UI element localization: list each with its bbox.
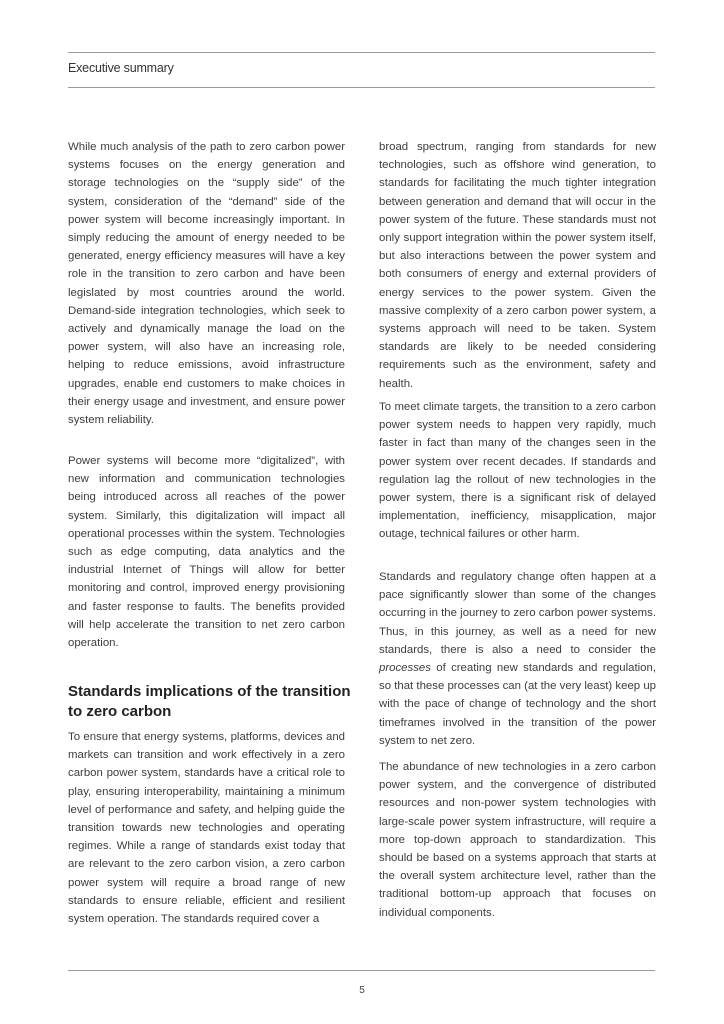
footer-rule — [68, 970, 655, 971]
right-paragraph-1: broad spectrum, ranging from standards for new technologies, such as offshore wind generation, to standards for facilitating the much tighter integration between generation and demand that will occur in the power system of the future. These standards must not only support integration within the power system itself, but also interactions between the power system and both consumers of energy and external providers of energy services to the power system. Given the massive complexity of a zero carbon power system, a systems approach will need to be taken. System standards are likely to be needed considering requirements such as the environment, safety and health. — [379, 141, 656, 390]
running-header: Executive summary — [68, 61, 174, 75]
right-paragraph-3 — [379, 568, 656, 750]
paragraph-text: of creating new standards and regulation, so that these processes can (at the very least) keep up with the pace of change of technology and the short timeframes involved in the transition of the power system to net zero. — [379, 662, 656, 747]
page-number: 5 — [359, 985, 365, 996]
paragraph-text: Standards and regulatory change often happen at a pace significantly slower than some of the changes occurring in the journey to zero carbon power systems. Thus, in this journey, as well as a need for new standards, there is also a need to consider the — [379, 571, 656, 656]
left-paragraph-2: Power systems will become more “digitalized”, with new information and communication technologies being introduced across all reaches of the power system. Similarly, this digitalization will impact all operational processes within the system. Technologies such as edge computing, data analytics and the industrial Internet of Things will allow for better monitoring and control, improved energy provisioning and faster response to faults. The benefits provided will help accelerate the transition to net zero carbon operation. — [68, 455, 345, 650]
header-top-rule — [68, 52, 655, 53]
section-heading: Standards implications of the transition to zero carbon — [68, 683, 351, 720]
left-paragraph-3: To ensure that energy systems, platforms, devices and markets can transition and work effectively in a zero carbon power system, standards have a critical role to play, ensuring interoperability, maintaining a minimum level of performance and safety, and helping guide the transition towards new technologies and operating regimes. While a range of standards exist today that are relevant to the zero carbon vision, a zero carbon power system will require a broad range of new standards to ensure reliable, efficient and resilient system operation. The standards required cover a — [68, 731, 345, 926]
header-bottom-rule — [68, 87, 655, 88]
right-paragraph-4: The abundance of new technologies in a zero carbon power system, and the convergence of distributed resources and non-power system technologies with large-scale power system infrastructure, will require a more top-down approach to standardization. This should be based on a systems approach that starts at the overall system architecture level, rather than the traditional bottom-up approach that focuses on individual components. — [379, 761, 656, 919]
emphasized-text: processes — [379, 662, 431, 675]
left-paragraph-1: While much analysis of the path to zero carbon power systems focuses on the energy generation and storage technologies on the “supply side” of the system, consideration of the “demand” side of the power system will become increasingly important. In simply reducing the amount of energy needed to be generated, energy efficiency measures will have a key role in the transition to zero carbon and have been legislated by most countries around the world. Demand-side integration technologies, which seek to actively and dynamically manage the load on the power system, will also have an increasing role, helping to reduce emissions, avoid infrastructure upgrades, enable end customers to make choices in their energy usage and investment, and ensure power system reliability. — [68, 141, 345, 427]
right-paragraph-2: To meet climate targets, the transition to a zero carbon power system needs to happen very rapidly, much faster in fact than many of the changes seen in the power system over recent decades. If standards and regulation lag the rollout of new technologies in the power system, there is a significant risk of delayed implementation, inefficiency, misapplication, major outage, technical failures or other harm. — [379, 401, 656, 541]
